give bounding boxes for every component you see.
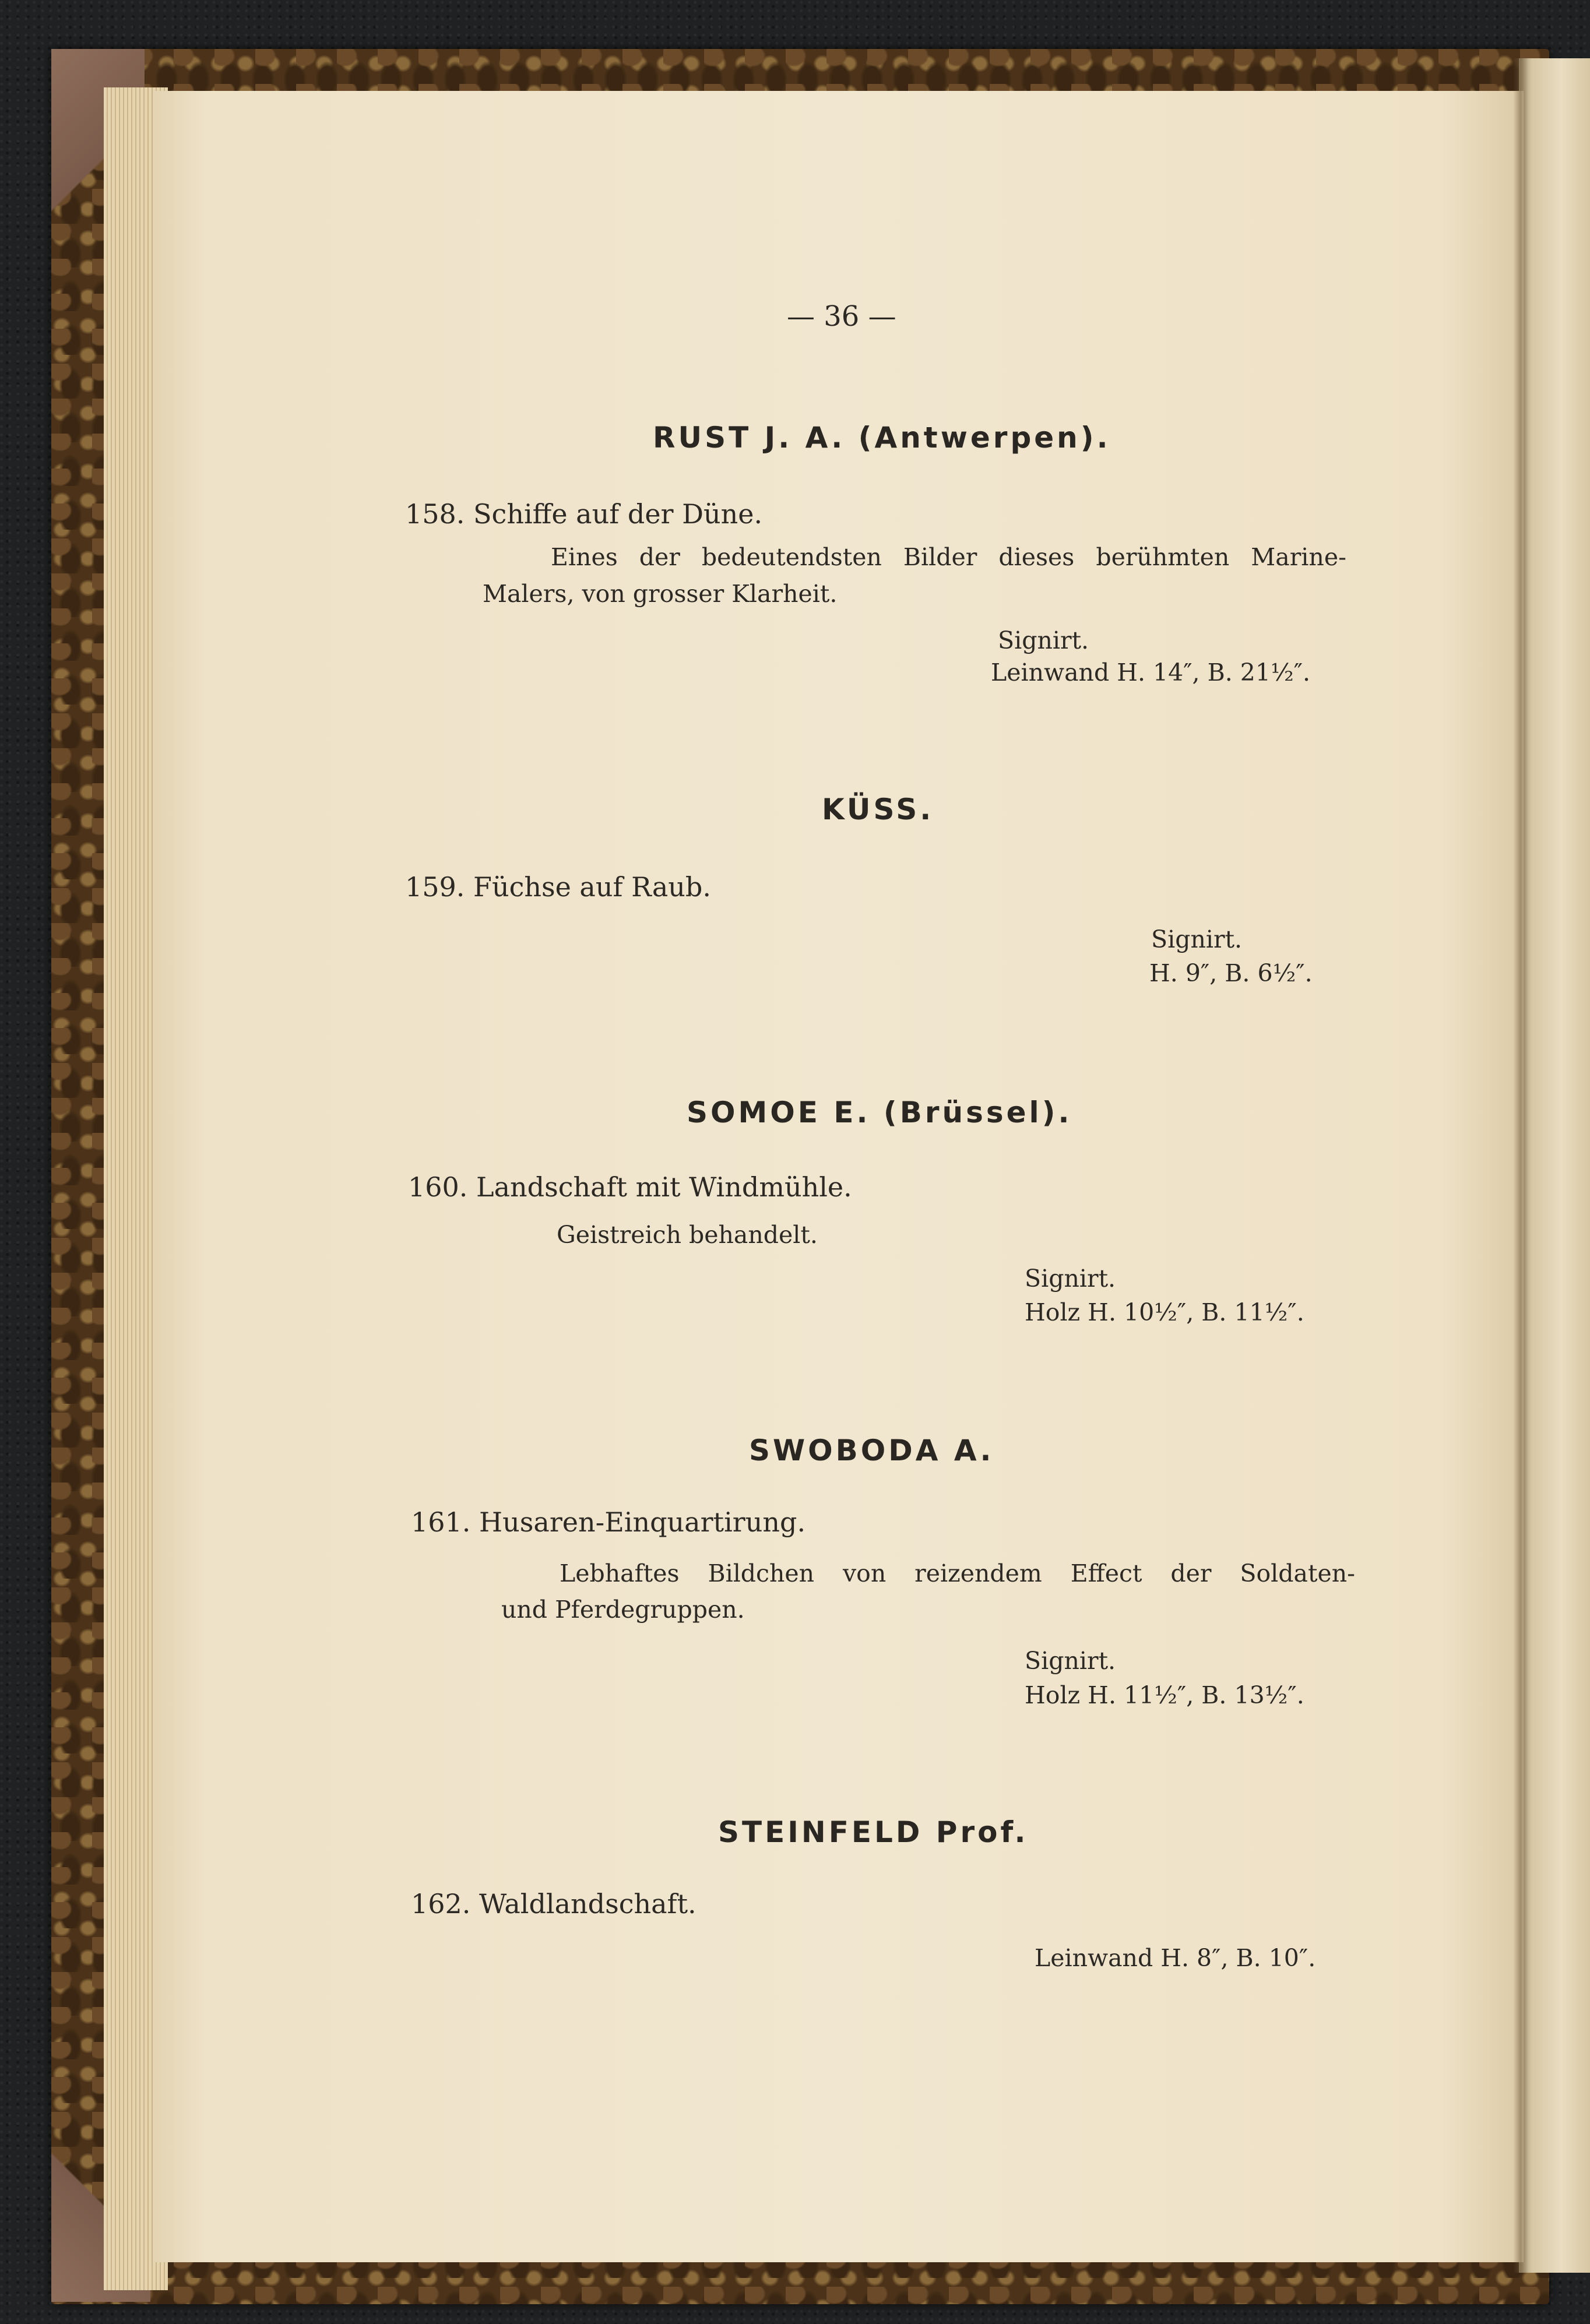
dimensions-161: Holz H. 11½″, B. 13½″. — [1025, 1681, 1304, 1709]
entry-description-158-line1 — [551, 543, 1346, 571]
book-gutter — [1513, 58, 1528, 2273]
signed-note-159: Signirt. — [1151, 925, 1243, 953]
signed-note-158: Signirt. — [998, 626, 1089, 654]
word: Soldaten- — [1240, 1559, 1355, 1587]
entry-title-158: 158. Schiffe auf der Düne. — [405, 498, 763, 530]
word: dieses — [998, 543, 1075, 571]
word: Bildchen — [708, 1559, 815, 1587]
entry-title-162: 162. Waldlandschaft. — [411, 1888, 696, 1920]
artist-heading-somoe: SOMOE E. (Brüssel). — [687, 1096, 1072, 1129]
page-number: — 36 — — [787, 300, 896, 333]
word: Bilder — [903, 543, 977, 571]
word: berühmten — [1096, 543, 1230, 571]
word: bedeutendsten — [701, 543, 882, 571]
word: Eines — [551, 543, 618, 571]
dimensions-158: Leinwand H. 14″, B. 21½″. — [991, 659, 1311, 686]
word: reizendem — [914, 1559, 1042, 1587]
signed-note-161: Signirt. — [1025, 1647, 1116, 1675]
artist-heading-kuess: KÜSS. — [822, 793, 934, 826]
entry-description-160: Geistreich behandelt. — [557, 1221, 818, 1249]
entry-description-161-line1 — [560, 1559, 1355, 1587]
artist-heading-swoboda: SWOBODA A. — [749, 1434, 994, 1467]
word: Lebhaftes — [560, 1559, 680, 1587]
entry-title-159: 159. Füchse auf Raub. — [405, 871, 711, 903]
artist-heading-rust: RUST J. A. (Antwerpen). — [653, 421, 1111, 455]
signed-note-160: Signirt. — [1025, 1265, 1116, 1293]
entry-description-161-line2: und Pferdegruppen. — [501, 1596, 745, 1624]
entry-description-158-line2: Malers, von grosser Klarheit. — [483, 580, 838, 608]
dimensions-160: Holz H. 10½″, B. 11½″. — [1025, 1298, 1304, 1326]
opposite-page — [1519, 58, 1590, 2273]
word: der — [639, 543, 680, 571]
dimensions-162: Leinwand H. 8″, B. 10″. — [1035, 1944, 1316, 1972]
dimensions-159: H. 9″, B. 6½″. — [1149, 959, 1313, 987]
entry-title-161: 161. Husaren-Einquartirung. — [411, 1506, 806, 1538]
word: Effect — [1070, 1559, 1142, 1587]
word: von — [843, 1559, 887, 1587]
artist-heading-steinfeld: STEINFELD Prof. — [718, 1815, 1029, 1849]
word: Marine- — [1251, 543, 1346, 571]
word: der — [1170, 1559, 1212, 1587]
entry-title-160: 160. Landschaft mit Windmühle. — [408, 1171, 852, 1203]
